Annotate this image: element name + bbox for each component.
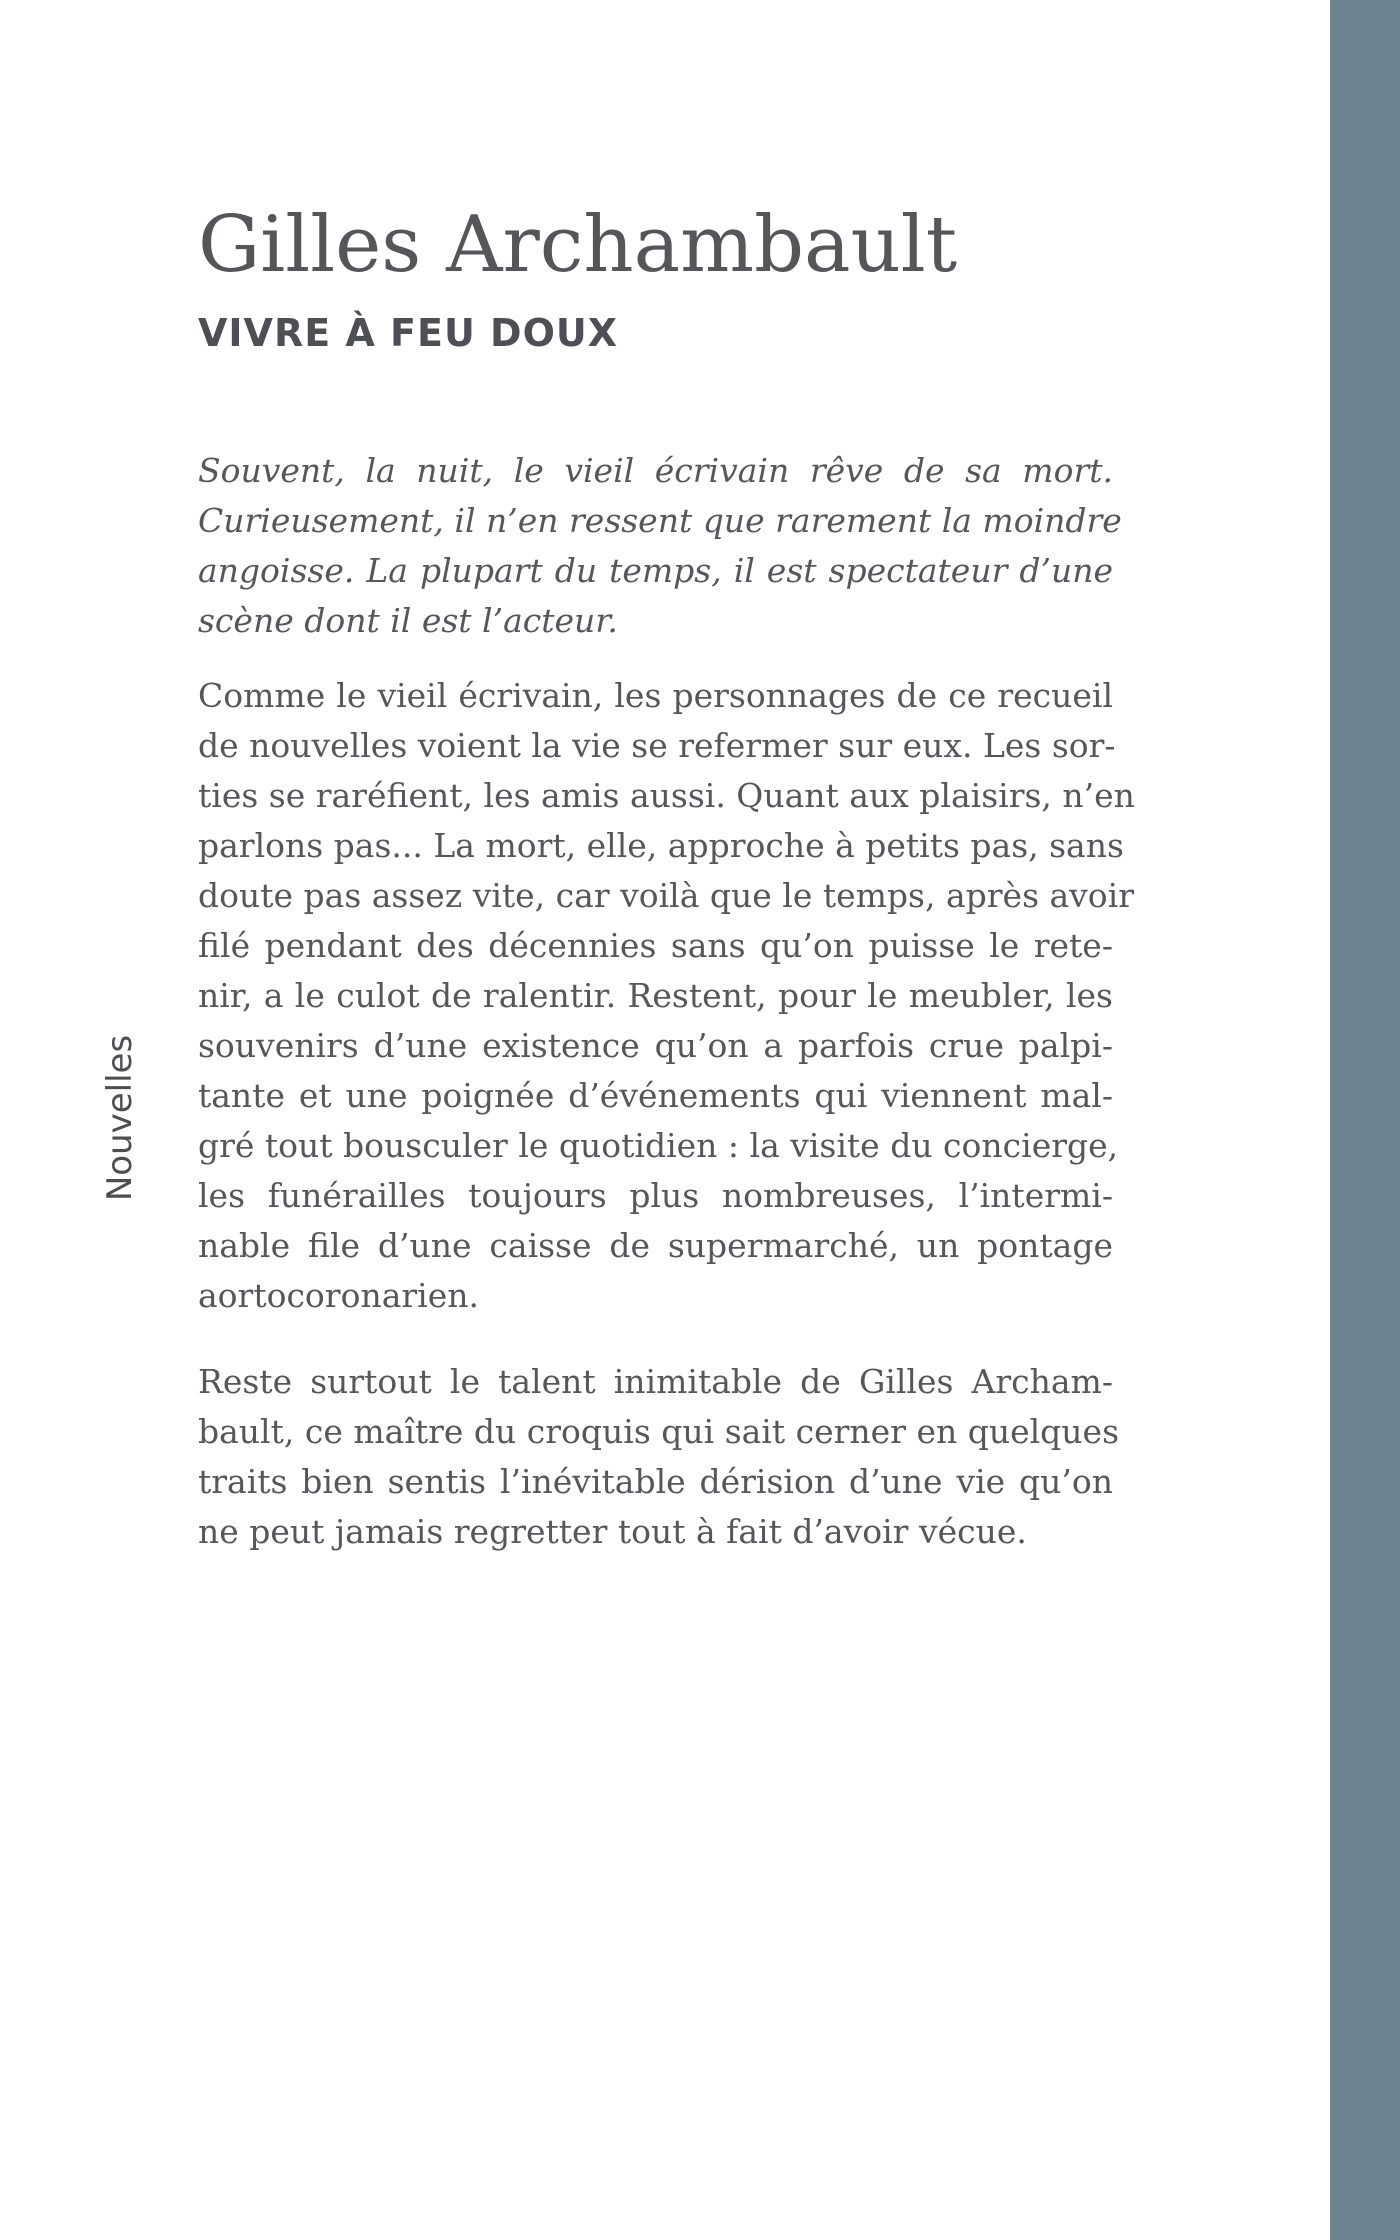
lead-paragraph — [198, 446, 1122, 646]
closing-paragraph — [198, 1357, 1120, 1557]
text-line: bault, ce maître du croquis qui sait cerner en quelques — [198, 1412, 1120, 1451]
text-line: aortocoronarien. — [198, 1276, 479, 1315]
content-column — [198, 0, 1135, 1557]
text-line: gré tout bousculer le quotidien : la visite du concierge, — [198, 1126, 1119, 1165]
book-title: VIVRE À FEU DOUX — [198, 311, 619, 355]
text-line: ties se raréfient, les amis aussi. Quant aux plaisirs, n’en — [198, 776, 1135, 815]
text-line: filé pendant des décennies sans qu’on puisse le rete- — [198, 926, 1113, 965]
text-line: Curieusement, il n’en ressent que rarement la moindre — [198, 501, 1122, 540]
text-line: souvenirs d’une existence qu’on a parfois crue palpi- — [198, 1026, 1113, 1065]
category-spine-label: Nouvelles — [100, 1034, 140, 1202]
text-line: Reste surtout le talent inimitable de Gilles Archam- — [198, 1362, 1113, 1401]
text-line: scène dont il est l’acteur. — [198, 601, 618, 640]
text-line: doute pas assez vite, car voilà que le temps, après avoir — [198, 876, 1135, 915]
accent-band — [1330, 0, 1400, 2240]
text-line: Comme le vieil écrivain, les personnages de ce recueil — [198, 676, 1113, 715]
text-line: nable file d’une caisse de supermarché, un pontage — [198, 1226, 1113, 1265]
text-line: parlons pas... La mort, elle, approche à petits pas, sans — [198, 826, 1124, 865]
text-line: les funérailles toujours plus nombreuses, l’intermi- — [198, 1176, 1113, 1215]
text-line: de nouvelles voient la vie se refermer sur eux. Les sor- — [198, 726, 1116, 765]
text-line: traits bien sentis l’inévitable dérision d’une vie qu’on — [198, 1462, 1113, 1501]
text-line: tante et une poignée d’événements qui viennent mal- — [198, 1076, 1113, 1115]
text-line: Souvent, la nuit, le vieil écrivain rêve de sa mort. — [198, 451, 1113, 490]
author-name: Gilles Archambault — [198, 200, 958, 290]
text-line: angoisse. La plupart du temps, il est spectateur d’une — [198, 551, 1113, 590]
text-line: ne peut jamais regretter tout à fait d’avoir vécue. — [198, 1512, 1027, 1551]
description-paragraph — [198, 671, 1135, 1321]
text-line: nir, a le culot de ralentir. Restent, pour le meubler, les — [198, 976, 1113, 1015]
